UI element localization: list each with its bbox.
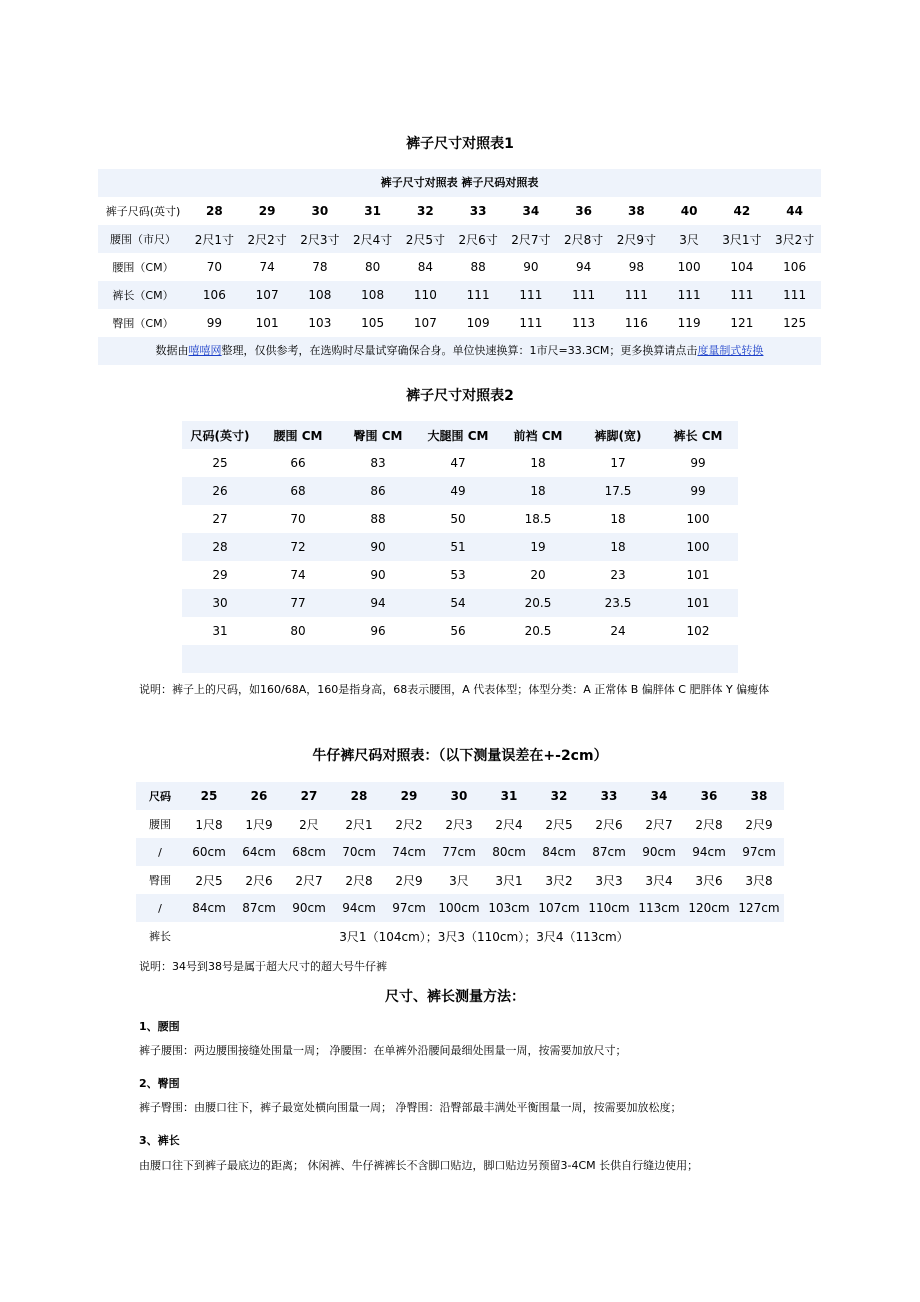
table1-cell: 111 xyxy=(572,288,596,302)
table1-cell: 110 xyxy=(413,288,437,302)
table3-cell: 2尺2 xyxy=(395,817,423,832)
table3-cell: 77cm xyxy=(442,845,476,859)
table1-cell: 2尺6寸 xyxy=(458,232,498,247)
table1-cell: 99 xyxy=(206,316,223,330)
table2-cell: 83 xyxy=(370,456,386,470)
table3-cell: 2尺4 xyxy=(495,817,523,832)
table3-cell: 103cm xyxy=(488,901,530,915)
table2-cell: 20.5 xyxy=(524,624,552,638)
table1-cell: 107 xyxy=(255,288,279,302)
table3-row xyxy=(136,838,784,866)
table1-cell: 101 xyxy=(255,316,279,330)
table2-cell: 18 xyxy=(610,540,626,554)
table3-cell: 84cm xyxy=(192,901,226,915)
table1-cell: 40 xyxy=(680,204,698,218)
table3-cell: 3尺6 xyxy=(695,873,723,888)
table2-cell: 47 xyxy=(450,456,466,470)
table3-cell: 70cm xyxy=(342,845,376,859)
table2-cell: 49 xyxy=(450,484,466,498)
table3-cell: 74cm xyxy=(392,845,426,859)
table3-cell: 110cm xyxy=(588,901,630,915)
table3-cell: 2尺9 xyxy=(745,817,773,832)
table2-cell: 80 xyxy=(290,624,306,638)
table2-row xyxy=(182,617,738,645)
table2-cell: 94 xyxy=(370,596,386,610)
table2-cell: 27 xyxy=(212,512,228,526)
table1-cell: 107 xyxy=(413,316,437,330)
table1-cell: 29 xyxy=(258,204,276,218)
table3-row xyxy=(136,810,784,838)
table1 xyxy=(98,169,821,365)
table1-row-label: 臀围（CM） xyxy=(112,317,174,330)
table3-cell: 3尺1 xyxy=(495,873,523,888)
table3-cell: 84cm xyxy=(542,845,576,859)
table3-cell: 29 xyxy=(400,789,418,803)
table1-footer xyxy=(98,337,821,365)
table1-cell: 108 xyxy=(308,288,332,302)
table3-cell: 3尺8 xyxy=(745,873,773,888)
table1-row-label: 裤子尺码(英寸) xyxy=(105,205,181,218)
table2-cell: 20.5 xyxy=(524,596,552,610)
table1-row xyxy=(98,309,821,337)
table1-cell: 31 xyxy=(364,204,381,218)
table3-cell: 68cm xyxy=(292,845,326,859)
table3-cell: 25 xyxy=(200,789,218,803)
table3-cell: 94cm xyxy=(692,845,726,859)
table2-cell: 53 xyxy=(450,568,466,582)
table2-header-cell: 大腿围 CM xyxy=(427,428,489,443)
table3-cell: 27 xyxy=(300,789,318,803)
table1-cell: 94 xyxy=(575,260,592,274)
table3-row-label: 腰围 xyxy=(149,818,171,831)
table3-cell: 2尺5 xyxy=(545,817,573,832)
table2-note: 说明：裤子上的尺码，如160/68A，160是指身高，68表示腰围，A 代表体型；体型分类：A 正常体 B 偏胖体 C 肥胖体 Y 偏瘦体 xyxy=(139,683,770,696)
table3-cell: 34 xyxy=(650,789,668,803)
table3-cell: 33 xyxy=(600,789,618,803)
table2-header-cell: 臀围 CM xyxy=(353,428,403,443)
table3-cell: 3尺2 xyxy=(545,873,573,888)
table1-cell: 84 xyxy=(417,260,434,274)
table3-grid xyxy=(136,782,784,950)
table3-cell: 2尺5 xyxy=(195,873,223,888)
table1-row-label: 腰围（市尺） xyxy=(110,233,176,246)
table2-cell: 23.5 xyxy=(604,596,632,610)
table3-cell: 90cm xyxy=(292,901,326,915)
table2-cell: 99 xyxy=(690,484,706,498)
table1-cell: 2尺5寸 xyxy=(405,232,446,247)
table1-cell: 105 xyxy=(361,316,385,330)
table3-cell: 120cm xyxy=(688,901,730,915)
table3-row xyxy=(136,894,784,922)
site-link[interactable]: 嘻嘻网 xyxy=(188,344,222,357)
table3-row xyxy=(136,782,784,810)
table1-row xyxy=(98,225,821,253)
table1-title: 裤子尺寸对照表1 xyxy=(406,136,514,152)
table1-cell: 125 xyxy=(783,316,807,330)
table3-cell: 2尺6 xyxy=(595,817,623,832)
table3-cell: 60cm xyxy=(192,845,226,859)
table3-cell: 1尺8 xyxy=(195,817,223,832)
table2-cell: 101 xyxy=(686,568,710,582)
table1-cell: 74 xyxy=(259,260,275,274)
table3-length-value: 3尺1（104cm）；3尺3（110cm）；3尺4（113cm） xyxy=(339,929,629,944)
table3-cell: 28 xyxy=(350,789,368,803)
table1-cell: 2尺7寸 xyxy=(511,232,551,247)
table2-cell: 100 xyxy=(686,540,710,554)
table1-cell: 106 xyxy=(202,288,226,302)
table1-cell: 33 xyxy=(469,204,487,218)
table1-cell: 111 xyxy=(466,288,490,302)
table2-cell: 90 xyxy=(370,540,386,554)
table2-cell: 18.5 xyxy=(524,512,552,526)
table1-caption: 裤子尺寸对照表 裤子尺码对照表 xyxy=(98,169,821,197)
table2-cell: 24 xyxy=(610,624,626,638)
method-heading-1: 1、腰围 xyxy=(139,1020,180,1033)
table3-row-label: / xyxy=(158,901,162,915)
table3 xyxy=(136,782,784,950)
table3-cell: 113cm xyxy=(638,901,680,915)
table3-cell: 107cm xyxy=(538,901,580,915)
table1-cell: 30 xyxy=(311,204,329,218)
footer-text: 整理，仅供参考，在选购时尽量试穿确保合身。单位快速换算：1市尺=33.3CM；更多换算请点击 xyxy=(221,344,698,357)
table2-row xyxy=(182,533,738,561)
table1-cell: 111 xyxy=(624,288,648,302)
table3-cell: 36 xyxy=(700,789,718,803)
table2-cell: 19 xyxy=(530,540,546,554)
table2-empty-cell xyxy=(182,645,738,673)
method-text-1: 裤子腰围：两边腰围接缝处围量一周； 净腰围：在单裤外沿腰间最细处围量一周，按需要加放尺寸； xyxy=(139,1044,627,1057)
table2-cell: 99 xyxy=(690,456,706,470)
table3-cell: 97cm xyxy=(392,901,426,915)
table3-cell: 90cm xyxy=(642,845,676,859)
table1-cell: 111 xyxy=(783,288,807,302)
table1-cell: 2尺2寸 xyxy=(247,232,287,247)
table2-header-cell: 裤长 CM xyxy=(673,428,723,443)
table3-cell: 2尺1 xyxy=(345,817,373,832)
table3-cell: 32 xyxy=(550,789,568,803)
table2-row xyxy=(182,561,738,589)
table3-cell: 100cm xyxy=(438,901,480,915)
table2-cell: 29 xyxy=(212,568,228,582)
method-text-3: 由腰口往下到裤子最底边的距离； 休闲裤、牛仔裤裤长不含脚口贴边，脚口贴边另预留3-4CM 长供自行缝边使用； xyxy=(139,1159,699,1172)
table2-cell: 102 xyxy=(686,624,710,638)
table3-cell: 87cm xyxy=(242,901,276,915)
table2-cell: 90 xyxy=(370,568,386,582)
table1-cell: 42 xyxy=(733,204,751,218)
table1-row-label: 裤长（CM） xyxy=(112,289,174,302)
table3-row-label: / xyxy=(158,845,162,859)
table2-header-cell: 腰围 CM xyxy=(273,428,323,443)
table3-cell: 87cm xyxy=(592,845,626,859)
table1-cell: 104 xyxy=(730,260,754,274)
table1-grid xyxy=(98,197,821,337)
table2-cell: 66 xyxy=(290,456,306,470)
table3-cell: 97cm xyxy=(742,845,776,859)
table1-row xyxy=(98,197,821,225)
table1-row-label: 腰围（CM） xyxy=(112,261,174,274)
table2-cell: 18 xyxy=(530,484,546,498)
table2-cell: 88 xyxy=(370,512,386,526)
table1-cell: 100 xyxy=(677,260,701,274)
table2-row xyxy=(182,589,738,617)
table2-header-row xyxy=(182,421,738,449)
table1-cell: 3尺2寸 xyxy=(774,232,815,247)
table2-cell: 77 xyxy=(290,596,306,610)
table3-cell: 2尺9 xyxy=(395,873,423,888)
table2-row xyxy=(182,449,738,477)
table1-cell: 103 xyxy=(308,316,332,330)
table2-cell: 74 xyxy=(290,568,306,582)
table2-cell: 72 xyxy=(290,540,306,554)
table3-cell: 2尺6 xyxy=(245,873,273,888)
table1-cell: 2尺8寸 xyxy=(563,232,604,247)
table1-cell: 116 xyxy=(624,316,648,330)
table3-cell: 2尺8 xyxy=(345,873,373,888)
table2-cell: 28 xyxy=(212,540,228,554)
table1-cell: 2尺4寸 xyxy=(352,232,393,247)
table3-title: 牛仔裤尺码对照表：（以下测量误差在+-2cm） xyxy=(312,748,608,764)
table2-cell: 100 xyxy=(686,512,710,526)
table1-cell: 2尺1寸 xyxy=(194,232,235,247)
table2-cell: 17 xyxy=(610,456,626,470)
table1-cell: 34 xyxy=(522,204,540,218)
table3-length-row xyxy=(136,922,784,950)
table3-row-label: 裤长 xyxy=(149,930,171,943)
table3-cell: 64cm xyxy=(242,845,276,859)
table1-cell: 36 xyxy=(575,204,592,218)
table1-cell: 44 xyxy=(786,204,803,218)
table1-cell: 3尺1寸 xyxy=(722,232,762,247)
method-text-2: 裤子臀围：由腰口往下，裤子最宽处横向围量一周； 净臀围：沿臀部最丰满处平衡围量一周，按需要加放松度； xyxy=(139,1101,682,1114)
table1-cell: 2尺3寸 xyxy=(300,232,340,247)
table1-cell: 32 xyxy=(417,204,434,218)
method-heading-2: 2、臀围 xyxy=(139,1077,180,1090)
table3-cell: 80cm xyxy=(492,845,526,859)
table3-cell: 2尺3 xyxy=(445,817,473,832)
table3-note: 说明：34号到38号是属于超大尺寸的超大号牛仔裤 xyxy=(139,960,387,973)
table3-cell: 3尺3 xyxy=(595,873,623,888)
table1-cell: 88 xyxy=(470,260,486,274)
footer-prefix: 数据由 xyxy=(155,344,189,357)
table1-cell: 111 xyxy=(519,316,543,330)
table3-cell: 127cm xyxy=(738,901,780,915)
table1-cell: 109 xyxy=(466,316,490,330)
table2-cell: 50 xyxy=(450,512,466,526)
table1-cell: 2尺9寸 xyxy=(616,232,657,247)
table1-cell: 111 xyxy=(677,288,701,302)
table2-empty-row xyxy=(182,645,738,673)
table2-cell: 54 xyxy=(450,596,466,610)
method-heading-3: 3、裤长 xyxy=(139,1134,180,1147)
table2-cell: 96 xyxy=(370,624,386,638)
table2-row xyxy=(182,505,738,533)
table2-cell: 18 xyxy=(530,456,546,470)
table3-cell: 94cm xyxy=(342,901,376,915)
table2-cell: 30 xyxy=(212,596,228,610)
table3-cell: 26 xyxy=(250,789,268,803)
table2-cell: 20 xyxy=(530,568,546,582)
table1-cell: 111 xyxy=(519,288,543,302)
table2-cell: 23 xyxy=(610,568,626,582)
table3-cell: 38 xyxy=(750,789,768,803)
table2-cell: 25 xyxy=(212,456,228,470)
table2-cell: 101 xyxy=(686,596,710,610)
table2-header-cell: 尺码(英寸) xyxy=(190,428,250,443)
table3-cell: 2尺7 xyxy=(645,817,673,832)
table2-cell: 18 xyxy=(610,512,626,526)
table1-cell: 106 xyxy=(783,260,807,274)
table2-cell: 51 xyxy=(450,540,466,554)
table3-cell: 2尺 xyxy=(299,817,319,832)
table2-cell: 26 xyxy=(212,484,228,498)
table2-cell: 56 xyxy=(450,624,466,638)
table3-row-label: 臀围 xyxy=(149,874,171,887)
table3-cell: 1尺9 xyxy=(245,817,273,832)
table3-cell: 3尺 xyxy=(449,873,469,888)
table2-cell: 31 xyxy=(212,624,228,638)
table2-cell: 70 xyxy=(290,512,306,526)
method-title: 尺寸、裤长测量方法： xyxy=(385,989,525,1005)
table3-cell: 30 xyxy=(450,789,468,803)
table1-cell: 121 xyxy=(730,316,754,330)
table1-cell: 90 xyxy=(523,260,539,274)
table2-cell: 17.5 xyxy=(604,484,632,498)
table2-row xyxy=(182,477,738,505)
table1-cell: 113 xyxy=(572,316,596,330)
table1-cell: 108 xyxy=(361,288,385,302)
table1-cell: 119 xyxy=(677,316,701,330)
table2-cell: 68 xyxy=(290,484,306,498)
table1-cell: 70 xyxy=(206,260,223,274)
table2-title: 裤子尺寸对照表2 xyxy=(406,388,514,404)
table1-cell: 3尺 xyxy=(679,232,699,247)
table1-row xyxy=(98,253,821,281)
table2-grid xyxy=(182,421,738,673)
table2-header-cell: 前裆 CM xyxy=(513,428,563,443)
table1-cell: 111 xyxy=(730,288,754,302)
table3-cell: 31 xyxy=(500,789,518,803)
table1-cell: 80 xyxy=(364,260,381,274)
table3-cell: 2尺7 xyxy=(295,873,323,888)
table1-cell: 78 xyxy=(312,260,328,274)
table1-cell: 98 xyxy=(628,260,645,274)
table3-row-label: 尺码 xyxy=(149,790,171,803)
table1-cell: 28 xyxy=(206,204,223,218)
table2-header-cell: 裤脚(宽) xyxy=(594,428,642,443)
table2-cell: 86 xyxy=(370,484,386,498)
table3-cell: 2尺8 xyxy=(695,817,723,832)
table3-cell: 3尺4 xyxy=(645,873,673,888)
unit-conversion-link[interactable]: 度量制式转换 xyxy=(697,344,764,357)
table1-cell: 38 xyxy=(628,204,645,218)
table3-row xyxy=(136,866,784,894)
table2 xyxy=(182,421,738,673)
table1-row xyxy=(98,281,821,309)
